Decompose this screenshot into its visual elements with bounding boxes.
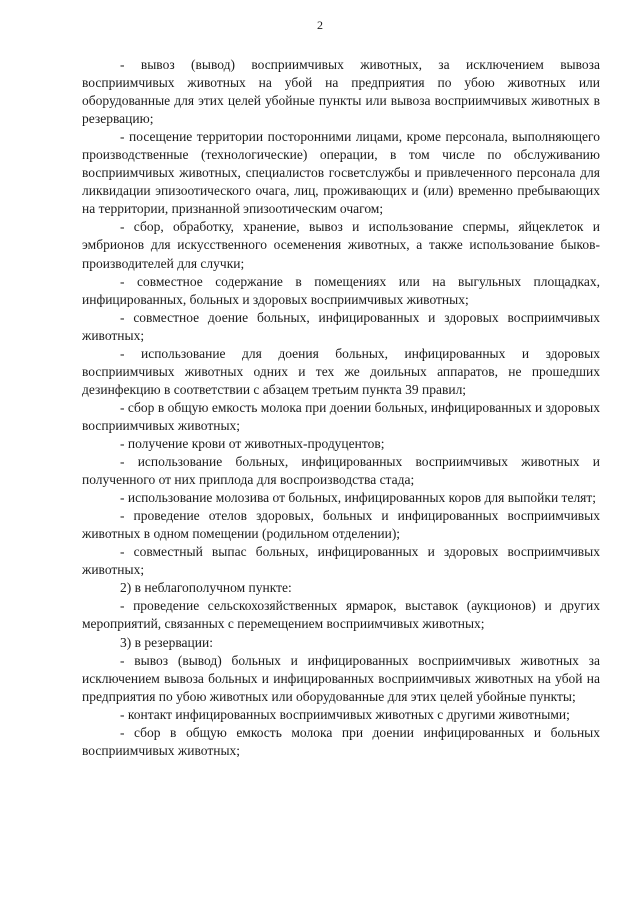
paragraph: - использование больных, инфицированных восприимчивых животных и полученного от них приплода для воспроизводства стада; <box>82 454 600 488</box>
paragraph: - проведение сельскохозяйственных ярмарок, выставок (аукционов) и других мероприятий, связанных с перемещением восприимчивых животных; <box>82 598 600 632</box>
paragraph: - получение крови от животных-продуцентов; <box>120 435 385 451</box>
paragraph: - использование для доения больных, инфицированных и здоровых восприимчивых животных одних и тех же доильных аппаратов, не прошедших дезинфекцию в соответствии с абзацем третьим пункта 39 правил; <box>82 345 600 397</box>
section-heading: 3) в резервации: <box>120 634 213 650</box>
paragraph: - сбор в общую емкость молока при доении инфицированных и больных восприимчивых животных; <box>82 724 600 758</box>
paragraph: - контакт инфицированных восприимчивых животных с другими животными; <box>120 706 570 722</box>
paragraph: - совместное содержание в помещениях или на выгульных площадках, инфицированных, больных и здоровых восприимчивых животных; <box>82 273 600 307</box>
paragraph: - посещение территории посторонними лицами, кроме персонала, выполняющего производственные (технологические) операции, в том числе по обслуживанию восприимчивых животных, специалистов госветслужбы и привлеченного персонала для ликвидации эпизоотического очага, лиц, проживающих и (или) временно пребывающих на территории, признанной эпизоотическим очагом; <box>82 129 600 217</box>
paragraph: - проведение отелов здоровых, больных и инфицированных восприимчивых животных в одном помещении (родильном отделении); <box>82 508 600 542</box>
paragraph: - совместный выпас больных, инфицированных и здоровых восприимчивых животных; <box>82 544 600 578</box>
paragraph: - использование молозива от больных, инфицированных коров для выпойки телят; <box>120 490 597 506</box>
paragraph: - сбор, обработку, хранение, вывоз и использование спермы, яйцеклеток и эмбрионов для искусственного осеменения животных, а также использование быков-производителей для случки; <box>82 219 600 271</box>
document-body <box>82 56 600 760</box>
page-number: 2 <box>317 18 323 32</box>
paragraph: - сбор в общую емкость молока при доении больных, инфицированных и здоровых восприимчивых животных; <box>82 399 600 433</box>
section-heading: 2) в неблагополучном пункте: <box>120 580 292 596</box>
paragraph: - совместное доение больных, инфицированных и здоровых восприимчивых животных; <box>82 309 600 343</box>
paragraph: - вывоз (вывод) больных и инфицированных восприимчивых животных за исключением вывоза больных и инфицированных восприимчивых животных на убой на предприятия по убою животных или оборудованные для этих целей убойные пункты; <box>82 652 600 704</box>
paragraph: - вывоз (вывод) восприимчивых животных, за исключением вывоза восприимчивых животных на убой на предприятия по убою животных или оборудованные для этих целей убойные пункты или вывоза восприимчивых животных в резервацию; <box>82 57 600 127</box>
